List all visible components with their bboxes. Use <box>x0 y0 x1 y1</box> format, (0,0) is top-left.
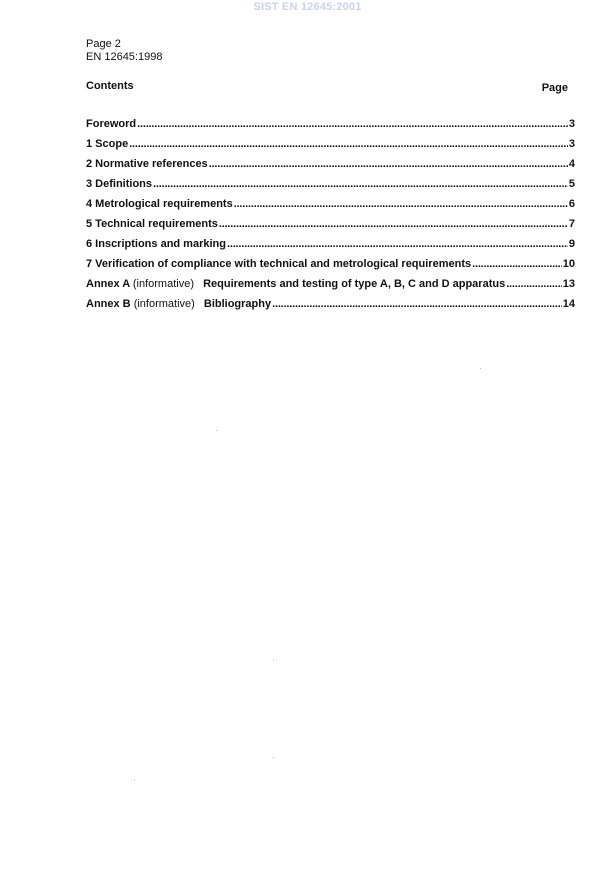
toc-entry-page: 6 <box>568 198 575 210</box>
toc-entry-title: 7 Verification of compliance with technical and metrological requirements <box>86 258 472 270</box>
standard-number: EN 12645:1998 <box>86 51 163 63</box>
toc-leader-dots <box>227 237 568 251</box>
toc-entry-title <box>86 277 505 291</box>
toc-entry-title: 3 Definitions <box>86 178 153 190</box>
toc-entry-page: 3 <box>568 118 575 130</box>
toc-entry-verification-of-compliance[interactable] <box>86 251 575 271</box>
toc-entry-annex-b[interactable] <box>86 291 575 311</box>
toc-entry-title: 6 Inscriptions and marking <box>86 238 226 250</box>
toc-leader-dots <box>219 217 568 231</box>
toc-leader-dots <box>209 157 568 171</box>
toc-leader-dots <box>506 277 562 291</box>
toc-entry-metrological-requirements[interactable] <box>86 191 575 211</box>
toc-leader-dots <box>234 197 568 211</box>
toc-entry-title: 4 Metrological requirements <box>86 198 233 210</box>
scan-speck <box>480 368 481 369</box>
toc-entry-title: 2 Normative references <box>86 158 208 170</box>
toc-entry-definitions[interactable] <box>86 171 575 191</box>
toc-entry-page: 14 <box>562 298 575 310</box>
toc-entry-scope[interactable] <box>86 131 575 151</box>
page-column-label: Page <box>541 82 568 94</box>
toc-leader-dots <box>153 177 568 191</box>
scan-speck <box>134 779 135 780</box>
toc-entry-annex-a[interactable] <box>86 271 575 291</box>
toc-entry-technical-requirements[interactable] <box>86 211 575 231</box>
toc-entry-page: 4 <box>568 158 575 170</box>
scan-speck <box>273 757 274 758</box>
toc-entry-title: Foreword <box>86 118 137 130</box>
toc-leader-dots <box>129 137 568 151</box>
annex-note: (informative) <box>132 278 194 290</box>
annex-label: Annex A <box>86 278 130 290</box>
toc-entry-foreword[interactable] <box>86 111 575 131</box>
toc-entry-inscriptions-and-marking[interactable] <box>86 231 575 251</box>
toc-entry-page: 9 <box>568 238 575 250</box>
toc-entry-page: 13 <box>562 278 575 290</box>
annex-title: Requirements and testing of type A, B, C and D apparatus <box>203 278 506 290</box>
contents-title: Contents <box>86 80 134 92</box>
scan-speck <box>273 660 274 661</box>
table-of-contents <box>86 111 575 311</box>
watermark: SIST EN 12645:2001 <box>253 1 362 13</box>
toc-leader-dots <box>472 257 562 271</box>
toc-entry-title: 5 Technical requirements <box>86 218 218 230</box>
page-number: Page 2 <box>86 38 121 50</box>
toc-entry-page: 3 <box>568 138 575 150</box>
contents-heading <box>86 79 568 93</box>
toc-entry-title <box>86 297 271 311</box>
toc-entry-title: 1 Scope <box>86 138 129 150</box>
annex-title: Bibliography <box>203 298 272 310</box>
annex-note: (informative) <box>133 298 195 310</box>
toc-entry-page: 7 <box>568 218 575 230</box>
annex-label: Annex B <box>86 298 131 310</box>
toc-leader-dots <box>137 117 568 131</box>
toc-entry-normative-references[interactable] <box>86 151 575 171</box>
toc-entry-page: 5 <box>568 178 575 190</box>
page-header <box>86 38 162 64</box>
toc-leader-dots <box>272 297 562 311</box>
scan-speck <box>216 430 217 431</box>
toc-entry-page: 10 <box>562 258 575 270</box>
